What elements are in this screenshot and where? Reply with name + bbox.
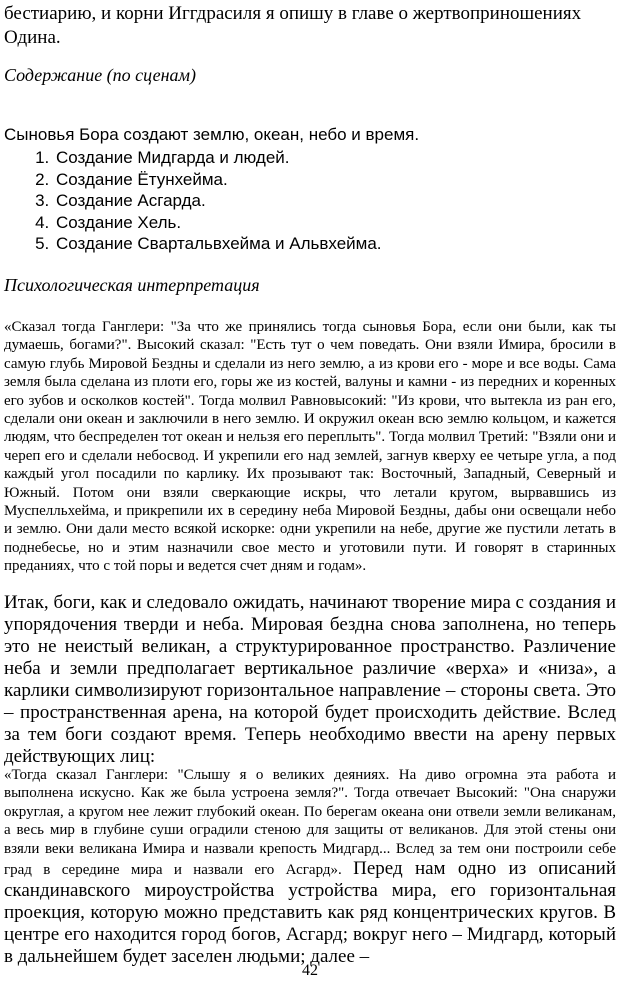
list-item: 5. Создание Свартальвхейма и Альвхейма.	[54, 233, 382, 255]
intro-text: бестиарию, и корни Иггдрасиля я опишу в главе о жертвоприношениях Одина.	[4, 3, 582, 48]
interpretation-heading: Психологическая интерпретация	[4, 275, 260, 295]
paragraph-1: Итак, боги, как и следовало ожидать, начинают творение мира с создания и упорядочения тверди и неба. Мировая бездна снова заполнена, но теперь это не неистый великан, а структурированное пространство. Различение неба и земли предполагает вертикальное различие «верха» и «низа», а карлики символизируют горизонтальное направление – стороны света. Это – пространственная арена, на которой будет происходить действие. Вслед за тем боги создают время. Теперь необходимо ввести на арену первых действующих лиц:	[4, 592, 616, 767]
scenes-intro: Сыновья Бора создают землю, океан, небо и время.	[4, 125, 420, 144]
quote-2	[4, 766, 616, 968]
paragraph-2: Перед нам одно из описаний скандинавского мироустройства устройства мира, его горизонтальная проекция, которую можно представить как ряд концентрических кругов. В центре его находится город богов, Асгард; вокруг него – Мидгард, который в дальнейшем будет заселен людьми; далее –	[4, 858, 616, 968]
list-item: 1. Создание Мидгарда и людей.	[54, 147, 382, 169]
list-item: 2. Создание Ётунхейма.	[54, 169, 382, 191]
quote-2-text: «Тогда сказал Ганглери: "Слышу я о великих деяниях. На диво огромна эта работа и выполнена искусно. Как же была устроена земля?". Тогда отвечает Высокий: "Она снаружи округлая, а кругом нее лежит глубокий океан. По берегам океана они отвели земли великанам, а весь мир в глубине суши оградили стеною для защиты от великанов. Для этой стены они взяли веки великана Имира и назвали крепость Мидгард... Вслед за тем они построили себе град в середине мира и назвали его Асгард».	[4, 767, 616, 879]
list-item: 3. Создание Асгарда.	[54, 190, 382, 212]
scenes-list	[24, 147, 382, 255]
contents-heading: Содержание (по сценам)	[4, 65, 197, 85]
quote-1: «Сказал тогда Ганглери: "За что же принялись тогда сыновья Бора, если они были, как ты думаешь, богами?". Высокий сказал: "Есть тут о чем поведать. Они взяли Имира, бросили в самую глубь Мировой Бездны и сделали из него землю, а из крови его - море и все воды. Сама земля была сделана из плоти его, горы же из костей, валуны и камни - из передних и коренных его зубов и осколков костей". Тогда молвил Равновысокий: "Из крови, что вытекла из ран его, сделали они океан и заключили в него землю. И окружил океан всю землю кольцом, и кажется людям, что беспределен тот океан и нельзя его переплыть". Тогда молвил Третий: "Взяли они и череп его и сделали небосвод. И укрепили его над землей, загнув кверху ее четыре угла, а под каждый угол посадили по карлику. Их прозывают так: Восточный, Западный, Северный и Южный. Потом они взяли сверкающие искры, что летали кругом, вырвавшись из Муспелльхейма, и прикрепили их в середину неба Мировой Бездны, дабы они освещали небо и землю. Они дали место всякой искорке: одни укрепили на небе, другие же пустили летать в поднебесье, но и этим назначили свое место и уготовили пути. И говорят в старинных преданиях, что с той поры и ведется счет дням и годам».	[4, 319, 616, 575]
page-number: 42	[302, 962, 318, 979]
list-item: 4. Создание Хель.	[54, 212, 382, 234]
